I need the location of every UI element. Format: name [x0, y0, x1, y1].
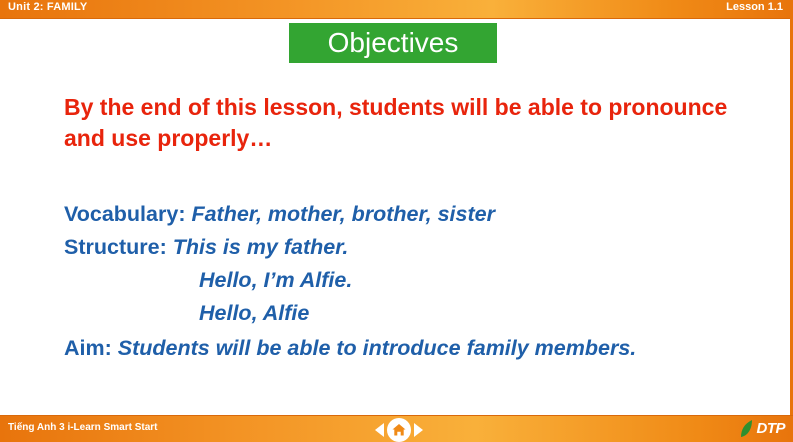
aim-row	[64, 332, 764, 365]
structure-separator: :	[159, 235, 173, 259]
structure-row	[64, 231, 764, 264]
vocabulary-value: Father, mother, brother, sister	[191, 202, 495, 226]
page-title: Objectives	[327, 27, 459, 58]
publisher-logo	[738, 418, 786, 438]
objectives-content	[64, 198, 764, 365]
navigation-controls	[368, 417, 430, 442]
vocabulary-label: Vocabulary	[64, 202, 179, 226]
course-label: Tiếng Anh 3 i-Learn Smart Start	[8, 422, 158, 433]
structure-row-3	[64, 297, 764, 330]
structure-row-2	[64, 264, 764, 297]
next-arrow-icon[interactable]	[414, 423, 423, 437]
home-icon	[391, 422, 407, 438]
structure-value: This is my father.	[172, 235, 349, 259]
logo-text: DTP	[756, 419, 785, 437]
home-button[interactable]	[387, 418, 411, 442]
previous-arrow-icon[interactable]	[375, 423, 384, 437]
aim-value-text: Students will be able to introduce family members.	[117, 336, 637, 360]
vocabulary-separator: :	[178, 202, 192, 226]
aim-label: Aim:	[64, 336, 112, 360]
top-bar	[0, 0, 793, 19]
leaf-icon	[738, 418, 754, 438]
slide-title-box	[289, 23, 497, 63]
intro-text: By the end of this lesson, students will be able to pronounce and use properly…	[64, 94, 728, 151]
bottom-bar	[0, 415, 793, 442]
aim-value	[112, 336, 636, 360]
lesson-label: Lesson 1.1	[726, 1, 783, 13]
vocabulary-row	[64, 198, 764, 231]
unit-label: Unit 2: FAMILY	[8, 1, 88, 13]
structure-label: Structure	[64, 235, 160, 259]
structure-line-3: Hello, Alfie	[199, 301, 310, 325]
structure-line-2: Hello, I’m Alfie.	[199, 268, 353, 292]
